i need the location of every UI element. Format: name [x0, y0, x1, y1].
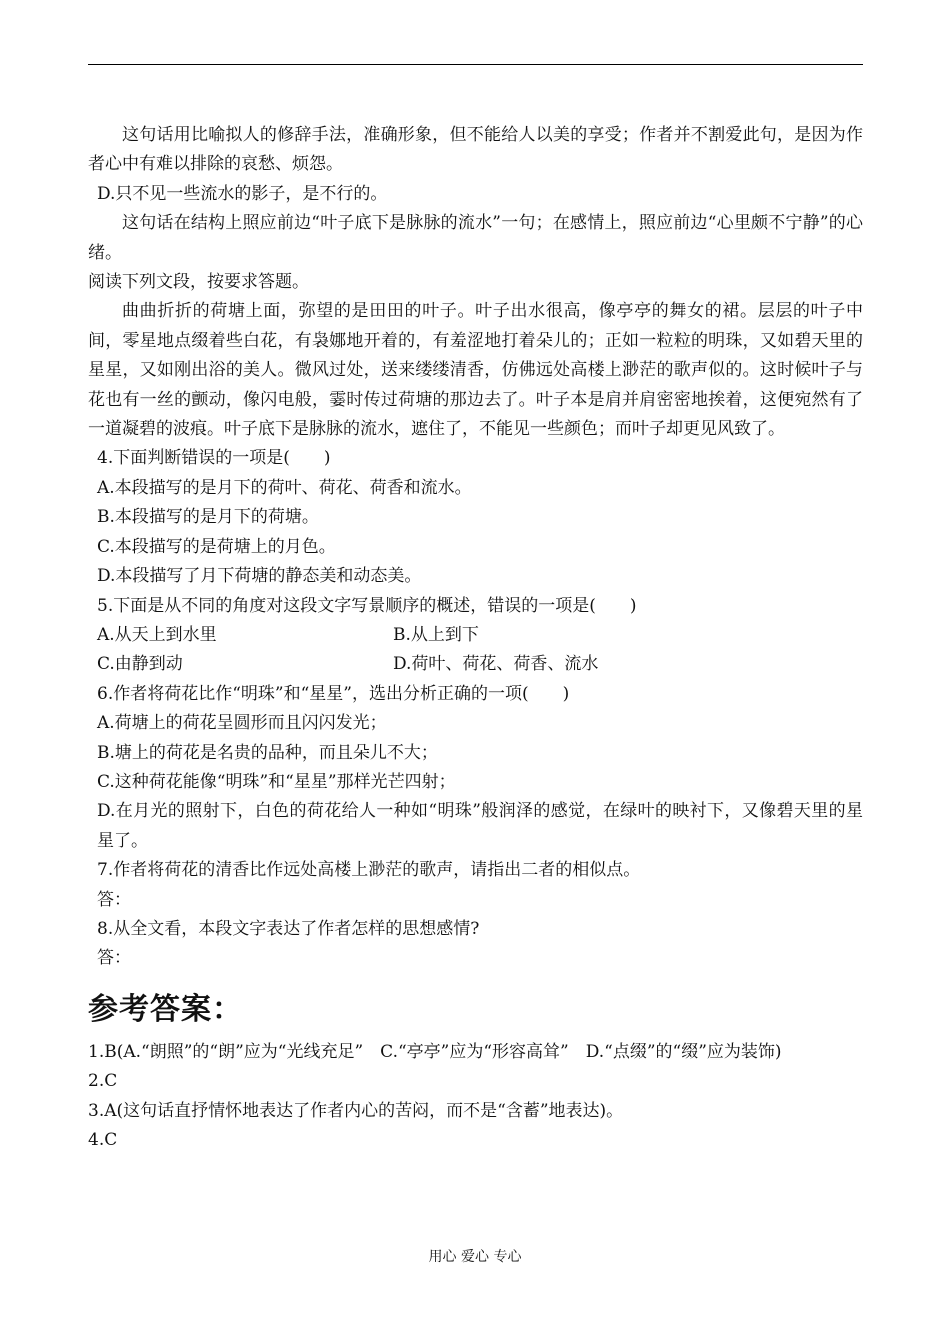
question-5-row-2	[88, 650, 863, 679]
answer-1: 1.B(A.“朗照”的“朗”应为“光线充足” C.“亭亭”应为“形容高耸” D.“点缀”的“缀”应为装饰)	[88, 1041, 782, 1062]
question-5-stem: 5.下面是从不同的角度对这段文字写景顺序的概述，错误的一项是( )	[97, 595, 637, 616]
option-c-analysis: 这句话用比喻拟人的修辞手法，准确形象，但不能给人以美的享受；作者并不割爱此句，是因为作者心中有难以排除的哀愁、烦怨。	[88, 125, 863, 175]
answers-heading: 参考答案：	[88, 991, 243, 1027]
question-5-option-d: D.荷叶、荷花、荷香、流水	[393, 654, 599, 675]
question-4-stem: 4.下面判断错误的一项是( )	[97, 448, 331, 469]
question-4-option-a: A.本段描写的是月下的荷叶、荷花、荷香和流水。	[97, 477, 472, 498]
question-4-option-d: D.本段描写了月下荷塘的静态美和动态美。	[97, 566, 422, 587]
question-4-option-b: B.本段描写的是月下的荷塘。	[97, 507, 319, 528]
reading-instruction: 阅读下列文段，按要求答题。	[88, 272, 309, 293]
question-8-stem: 8.从全文看，本段文字表达了作者怎样的思想感情?	[97, 918, 480, 939]
question-6-option-c: C.这种荷花能像“明珠”和“星星”那样光芒四射；	[97, 771, 456, 792]
question-6-option-b: B.塘上的荷花是名贵的品种，而且朵儿不大；	[97, 742, 438, 763]
question-5-option-b: B.从上到下	[393, 624, 479, 645]
question-5-option-a: A.从天上到水里	[97, 624, 217, 645]
option-d: D.只不见一些流水的影子，是不行的。	[97, 183, 388, 204]
answer-3: 3.A(这句话直抒情怀地表达了作者内心的苦闷，而不是“含蓄”地表达)。	[88, 1100, 624, 1121]
question-6-option-d: D.在月光的照射下，白色的荷花给人一种如“明珠”般润泽的感觉，在绿叶的映衬下，又像碧天里的星星了。	[97, 801, 863, 851]
option-d-analysis: 这句话在结构上照应前边“叶子底下是脉脉的流水”一句；在感情上，照应前边“心里颇不宁静”的心绪。	[88, 213, 863, 263]
question-8-answer-label: 答：	[97, 948, 131, 969]
reading-passage: 曲曲折折的荷塘上面，弥望的是田田的叶子。叶子出水很高，像亭亭的舞女的裙。层层的叶子中间，零星地点缀着些白花，有袅娜地开着的，有羞涩地打着朵儿的；正如一粒粒的明珠，又如碧天里的星星，又如刚出浴的美人。微风过处，送来缕缕清香，仿佛远处高楼上渺茫的歌声似的。这时候叶子与花也有一丝的颤动，像闪电般，霎时传过荷塘的那边去了。叶子本是肩并肩密密地挨着，这便宛然有了一道凝碧的波痕。叶子底下是脉脉的流水，遮住了，不能见一些颜色；而叶子却更见风致了。	[88, 301, 863, 440]
question-6-stem: 6.作者将荷花比作“明珠”和“星星”，选出分析正确的一项( )	[97, 683, 570, 704]
answer-4: 4.C	[88, 1130, 118, 1150]
question-6-option-a: A.荷塘上的荷花呈圆形而且闪闪发光；	[97, 713, 387, 734]
question-5-row-1	[88, 621, 863, 650]
question-7-answer-label: 答：	[97, 889, 131, 910]
answer-2: 2.C	[88, 1071, 118, 1092]
question-7-stem: 7.作者将荷花的清香比作远处高楼上渺茫的歌声，请指出二者的相似点。	[97, 860, 641, 881]
page-footer: 用心 爱心 专心	[428, 1249, 522, 1265]
header-rule	[88, 64, 863, 65]
question-5-option-c: C.由静到动	[97, 654, 183, 675]
question-4-option-c: C.本段描写的是荷塘上的月色。	[97, 536, 336, 557]
document-body	[88, 121, 863, 1155]
